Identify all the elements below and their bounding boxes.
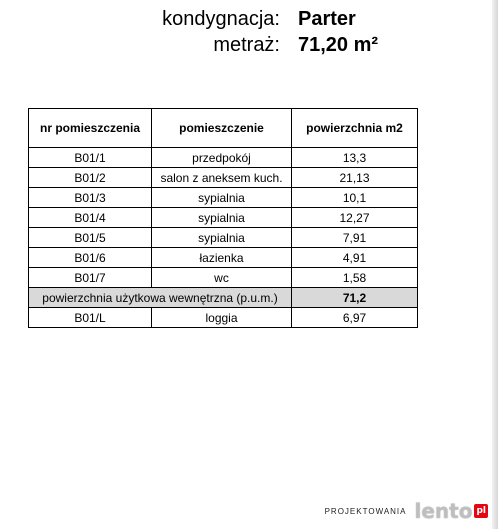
room-number-cell: B01/6 <box>29 248 152 268</box>
room-area-cell: 6,97 <box>292 308 418 328</box>
room-name-cell: sypialnia <box>152 228 292 248</box>
room-name-cell: sypialnia <box>152 188 292 208</box>
room-area-cell: 10,1 <box>292 188 418 208</box>
column-header-room-number: nr pomieszczenia <box>29 109 152 148</box>
usable-area-label: powierzchnia użytkowa wewnętrzna (p.u.m.) <box>29 288 292 308</box>
room-area-cell: 21,13 <box>292 168 418 188</box>
room-number-cell: B01/L <box>29 308 152 328</box>
area-row <box>0 30 498 60</box>
table-row <box>29 228 418 248</box>
floor-label: kondygnacja: <box>162 8 280 30</box>
room-name-cell: wc <box>152 268 292 288</box>
room-area-cell: 4,91 <box>292 248 418 268</box>
room-area-cell: 1,58 <box>292 268 418 288</box>
area-value: 71,20 m² <box>298 34 379 56</box>
room-name-cell: łazienka <box>152 248 292 268</box>
table-row <box>29 188 418 208</box>
table-row <box>29 248 418 268</box>
room-number-cell: B01/2 <box>29 168 152 188</box>
room-name-cell: loggia <box>152 308 292 328</box>
table-header-row <box>29 109 418 148</box>
lento-logo-text: lento <box>414 499 473 523</box>
table-row <box>29 208 418 228</box>
page-edge-shadow <box>492 0 498 529</box>
room-number-cell: B01/3 <box>29 188 152 208</box>
room-name-cell: sypialnia <box>152 208 292 228</box>
room-number-cell: B01/4 <box>29 208 152 228</box>
table-row <box>29 268 418 288</box>
column-header-area: powierzchnia m2 <box>292 109 418 148</box>
area-label: metraż: <box>213 34 280 56</box>
table-row <box>29 168 418 188</box>
room-area-cell: 7,91 <box>292 228 418 248</box>
lento-logo-suffix: pl <box>476 506 486 516</box>
room-name-cell: salon z aneksem kuch. <box>152 168 292 188</box>
table-row <box>29 148 418 168</box>
usable-area-total: 71,2 <box>292 288 418 308</box>
column-header-room: pomieszczenie <box>152 109 292 148</box>
room-number-cell: B01/7 <box>29 268 152 288</box>
floor-value: Parter <box>298 8 356 30</box>
rooms-table <box>28 108 418 328</box>
lento-logo <box>415 499 489 523</box>
room-area-cell: 12,27 <box>292 208 418 228</box>
project-text: PROJEKTOWANIA <box>324 506 407 516</box>
room-number-cell: B01/5 <box>29 228 152 248</box>
room-number-cell: B01/1 <box>29 148 152 168</box>
room-area-cell: 13,3 <box>292 148 418 168</box>
watermark <box>325 499 488 523</box>
usable-area-summary-row <box>29 288 418 308</box>
table-row <box>29 308 418 328</box>
room-name-cell: przedpokój <box>152 148 292 168</box>
